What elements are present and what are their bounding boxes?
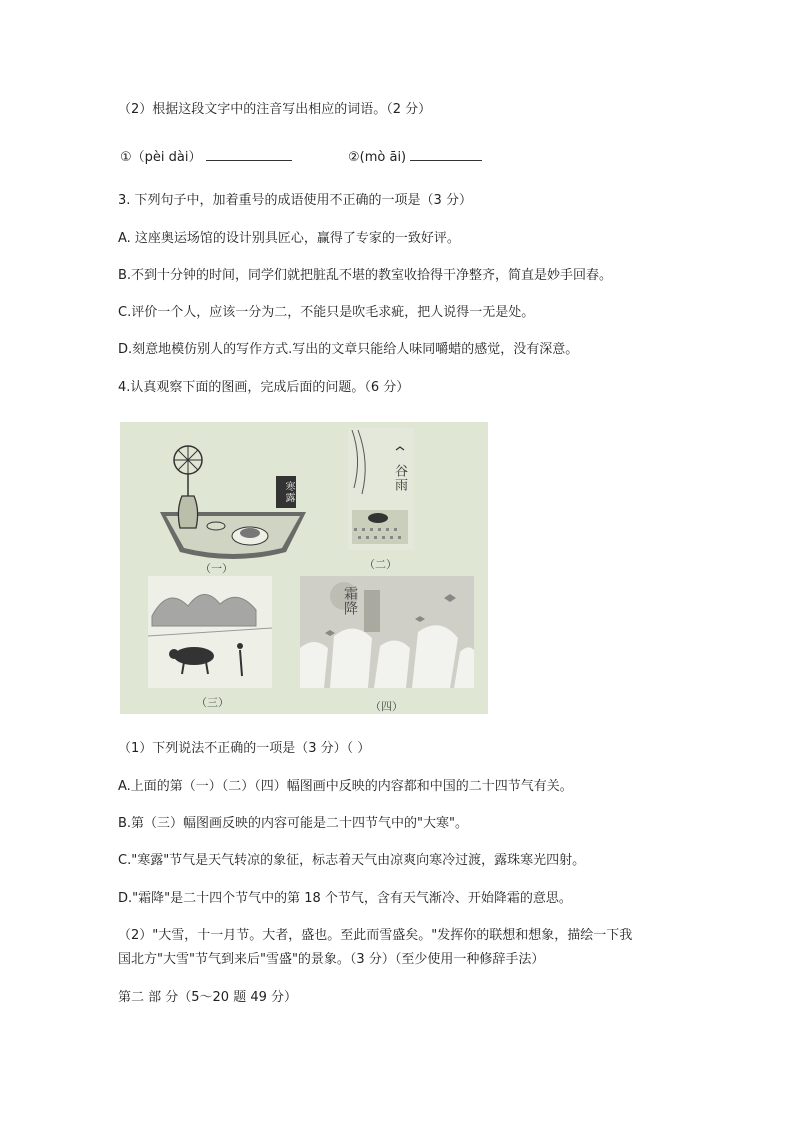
caption-4: （四） (370, 700, 403, 713)
solar-terms-figure (120, 422, 488, 714)
picture-2-grain-rain (348, 428, 414, 550)
q4-option-b: B.第（三）幅图画反映的内容可能是二十四节气中的"大寒"。 (118, 816, 469, 831)
answer-blank-1[interactable] (206, 146, 292, 161)
q3-option-d: D.刻意地模仿别人的写作方式.写出的文章只能给人味同嚼蜡的感觉，没有深意。 (118, 342, 579, 357)
caption-2: （二） (364, 558, 397, 571)
picture-4-frost-descent (300, 576, 474, 688)
cold-dew-title: 寒露 (283, 481, 294, 503)
pinyin-1-label: ①（pèi dài） (120, 150, 202, 165)
caption-3: （三） (196, 696, 229, 709)
q3-option-c: C.评价一个人，应该一分为二，不能只是吹毛求疵，把人说得一无是处。 (118, 305, 535, 320)
pinyin-2-label: ②(mò āi) (348, 150, 407, 165)
q4-option-a: A.上面的第（一）（二）（四）幅图画中反映的内容都和中国的二十四节气有关。 (118, 779, 573, 794)
q4-subquestion-1: （1）下列说法不正确的一项是（3 分）（ ） (118, 741, 371, 756)
q4-stem: 4.认真观察下面的图画，完成后面的问题。（6 分） (118, 380, 410, 395)
q4-subquestion-2-line-2: 国北方"大雪"节气到来后"雪盛"的景象。（3 分）（至少使用一种修辞手法） (118, 952, 545, 967)
picture-1-cold-dew (158, 440, 308, 560)
q4-subquestion-2-line-1: （2）"大雪，十一月节。大者，盛也。至此而雪盛矣。"发挥你的联想和想象，描绘一下我 (118, 928, 633, 943)
q4-option-d: D."霜降"是二十四个节气中的第 18 个节气，含有天气渐冷、开始降霜的意思。 (118, 891, 572, 906)
pinyin-item-1 (120, 146, 292, 167)
q3-option-b: B.不到十分钟的时间，同学们就把脏乱不堪的教室收拾得干净整齐，简直是妙手回春。 (118, 268, 613, 283)
picture-3-buffalo-scene (148, 576, 272, 688)
grain-rain-title: 谷雨 (392, 464, 407, 492)
caption-1: （一） (200, 562, 233, 575)
q2-subquestion: （2）根据这段文字中的注音写出相应的词语。（2 分） (118, 102, 432, 117)
q4-option-c: C."寒露"节气是天气转凉的象征，标志着天气由凉爽向寒冷过渡，露珠寒光四射。 (118, 853, 586, 868)
pinyin-item-2 (348, 146, 482, 167)
q3-stem: 3. 下列句子中，加着重号的成语使用不正确的一项是（3 分） (118, 193, 472, 208)
answer-blank-2[interactable] (410, 146, 482, 161)
buffalo-illustration (148, 576, 272, 688)
part-two-heading: 第二 部 分（5～20 题 49 分） (118, 990, 298, 1005)
q3-option-a: A. 这座奥运场馆的设计别具匠心，赢得了专家的一致好评。 (118, 231, 460, 246)
frost-descent-illustration (300, 576, 474, 688)
frost-descent-title: 霜降 (342, 586, 358, 616)
